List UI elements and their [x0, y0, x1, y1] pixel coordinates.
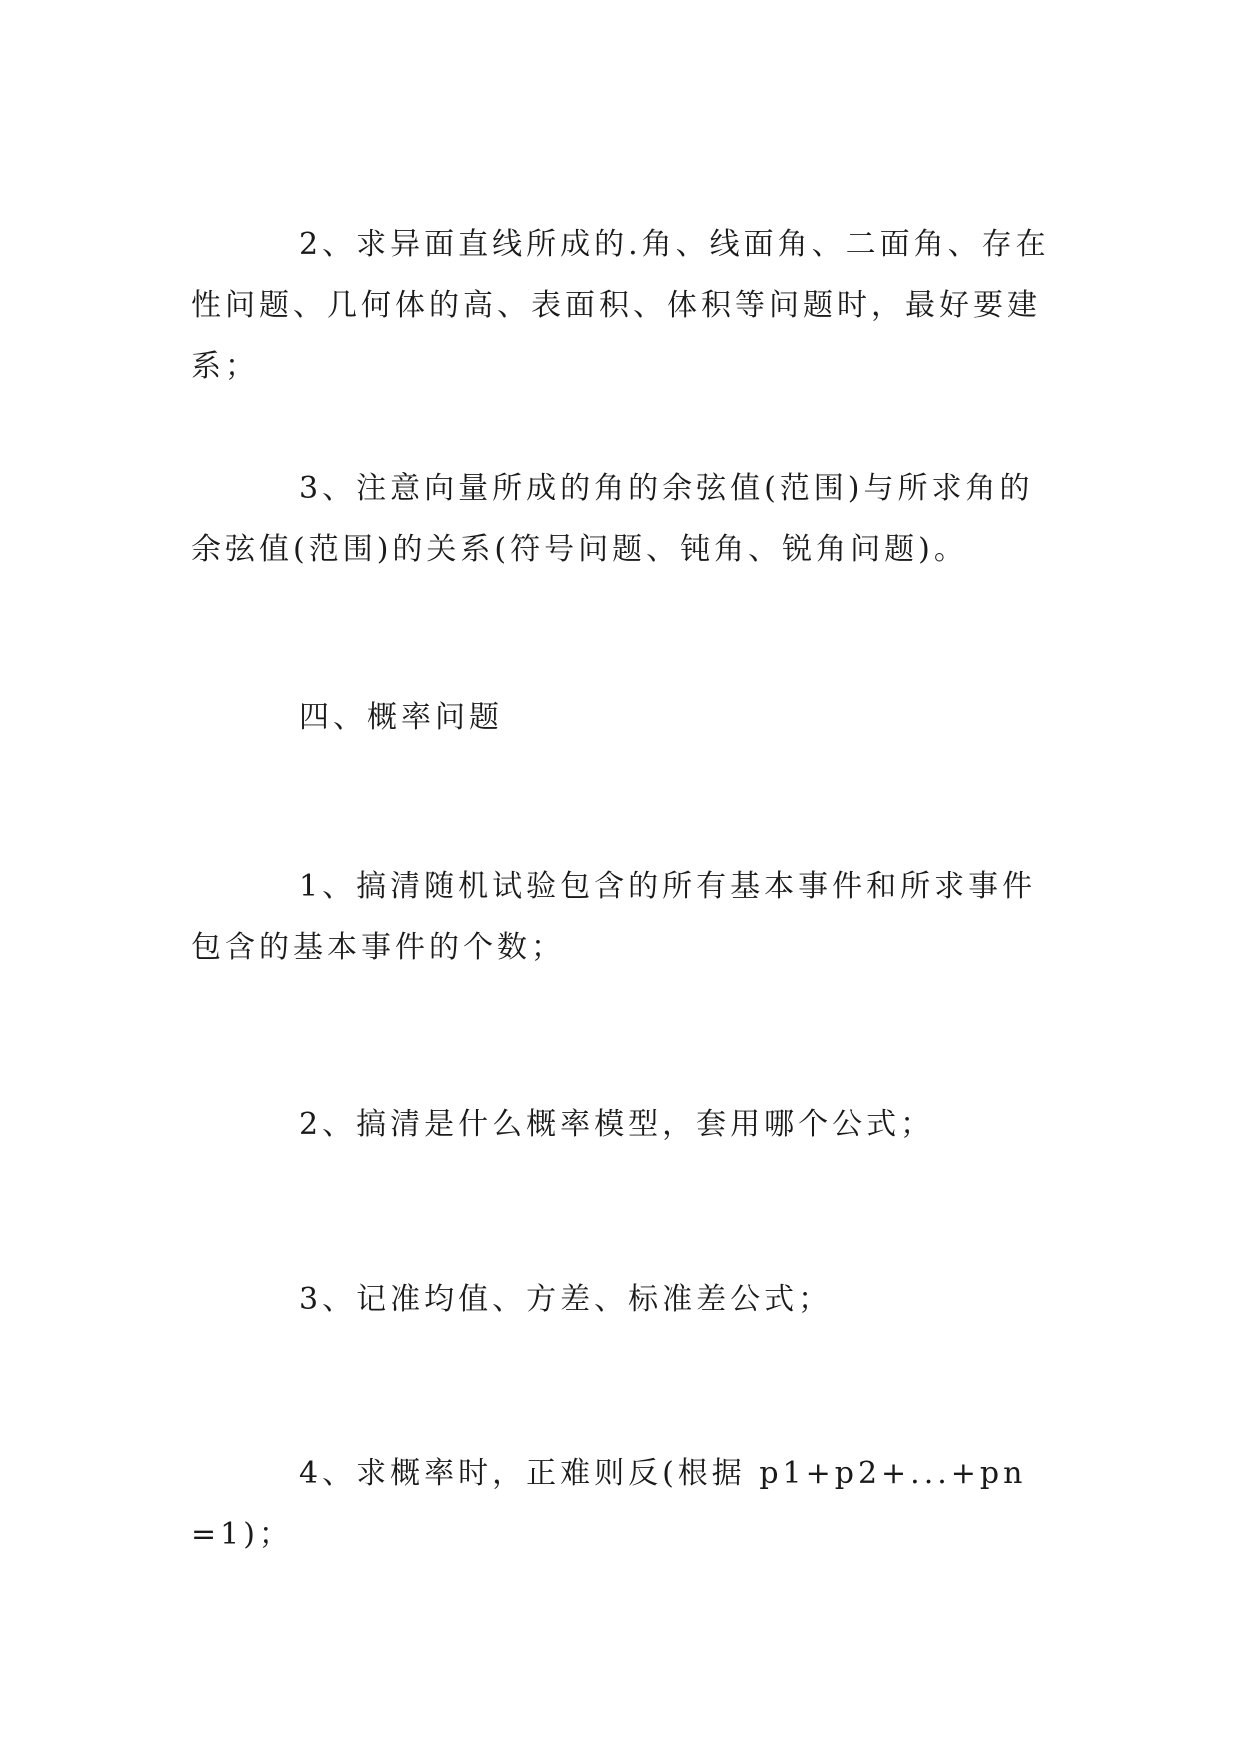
paragraph-mean-variance: 3、记准均值、方差、标准差公式；	[299, 1282, 833, 1317]
section-heading-probability: 四、概率问题	[299, 700, 503, 735]
paragraph-probability-model: 2、搞清是什么概率模型，套用哪个公式；	[299, 1107, 935, 1142]
paragraph-spatial-angles: 2、求异面直线所成的.角、线面角、二面角、存在性问题、几何体的高、表面积、体积等问题时，最好要建系；	[191, 227, 1050, 384]
paragraph-basic-events: 1、搞清随机试验包含的所有基本事件和所求事件包含的基本事件的个数；	[191, 869, 1037, 965]
paragraph-complement-rule: 4、求概率时，正难则反(根据 p1+p2+...+pn=1)；	[191, 1456, 1027, 1552]
paragraph-cosine-range: 3、注意向量所成的角的余弦值(范围)与所求角的余弦值(范围)的关系(符号问题、钝角、锐角问题)。	[191, 471, 1034, 567]
